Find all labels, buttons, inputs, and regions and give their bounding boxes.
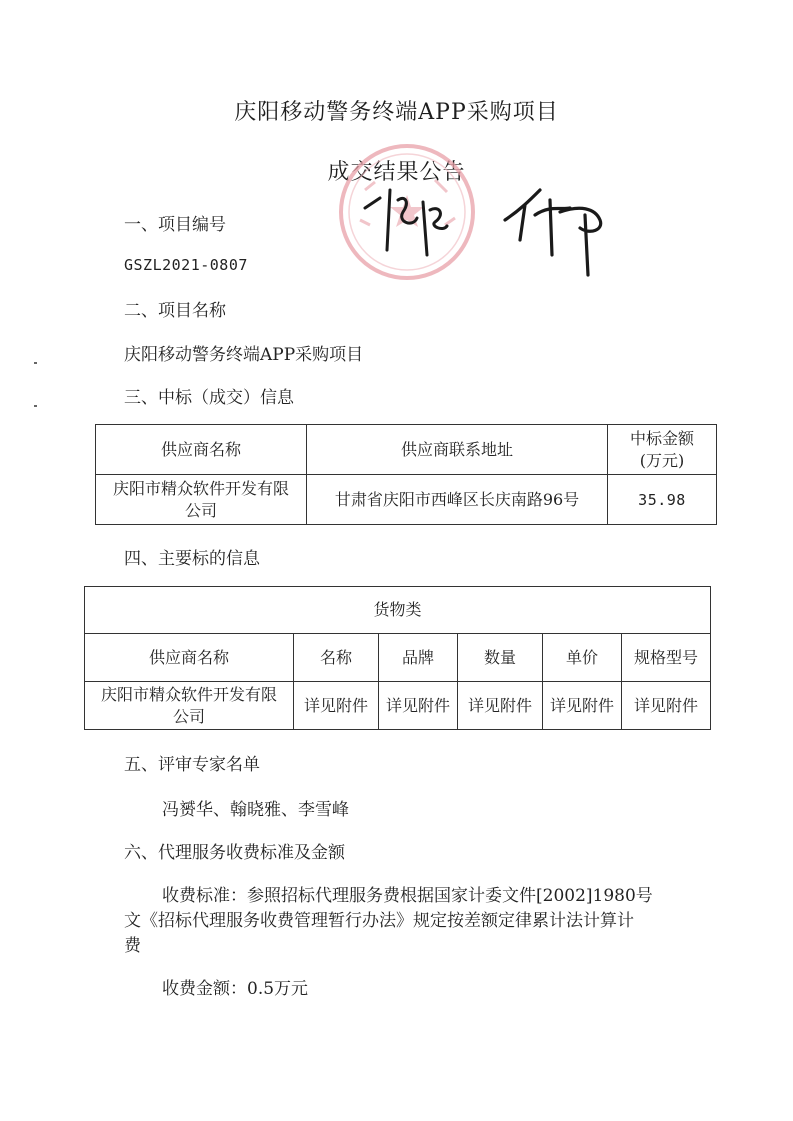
subject-cell-quantity: 详见附件 (458, 682, 543, 730)
subject-cell-spec: 详见附件 (622, 682, 711, 730)
subject-header-supplier: 供应商名称 (85, 634, 294, 682)
subject-cell-brand: 详见附件 (379, 682, 458, 730)
award-header-amount: 中标金额 (万元) (608, 425, 717, 475)
expert-names: 冯赟华、翰晓雅、李雪峰 (162, 800, 349, 820)
official-seal (335, 140, 480, 285)
subject-header-spec: 规格型号 (622, 634, 711, 682)
subject-supplier-name: 庆阳市精众软件开发有限 公司 (85, 682, 294, 730)
award-table (95, 424, 717, 525)
project-name: 庆阳移动警务终端APP采购项目 (124, 345, 364, 365)
scan-mark (34, 362, 37, 364)
subject-header-quantity: 数量 (458, 634, 543, 682)
subject-table (84, 586, 711, 730)
project-number: GSZL2021-0807 (124, 256, 248, 274)
award-supplier-address: 甘肃省庆阳市西峰区长庆南路96号 (307, 475, 608, 525)
subject-header-unit-price: 单价 (543, 634, 622, 682)
section-2-heading: 二、项目名称 (124, 301, 226, 321)
fee-standard-line-1: 收费标准：参照招标代理服务费根据国家计委文件[2002]1980号 (162, 886, 653, 906)
subject-header-brand: 品牌 (379, 634, 458, 682)
document-title: 庆阳移动警务终端APP采购项目 (234, 100, 559, 125)
section-1-heading: 一、项目编号 (124, 215, 226, 235)
award-header-address: 供应商联系地址 (307, 425, 608, 475)
subject-header-name: 名称 (294, 634, 379, 682)
fee-standard-line-2: 文《招标代理服务收费管理暂行办法》规定按差额定律累计法计算计 (124, 911, 634, 931)
section-3-heading: 三、中标（成交）信息 (124, 388, 294, 408)
fee-amount: 收费金额：0.5万元 (162, 979, 309, 999)
section-6-heading: 六、代理服务收费标准及金额 (124, 843, 345, 863)
section-5-heading: 五、评审专家名单 (124, 755, 260, 775)
award-supplier-name: 庆阳市精众软件开发有限 公司 (96, 475, 307, 525)
section-4-heading: 四、主要标的信息 (124, 549, 260, 569)
handwritten-signature (500, 180, 610, 280)
award-header-supplier: 供应商名称 (96, 425, 307, 475)
subject-category: 货物类 (85, 587, 711, 634)
scan-mark (34, 405, 37, 407)
subject-cell-name: 详见附件 (294, 682, 379, 730)
subject-cell-unit-price: 详见附件 (543, 682, 622, 730)
fee-standard-line-3: 费 (124, 936, 141, 956)
award-amount: 35.98 (608, 475, 717, 525)
document-subtitle: 成交结果公告 (327, 160, 466, 185)
